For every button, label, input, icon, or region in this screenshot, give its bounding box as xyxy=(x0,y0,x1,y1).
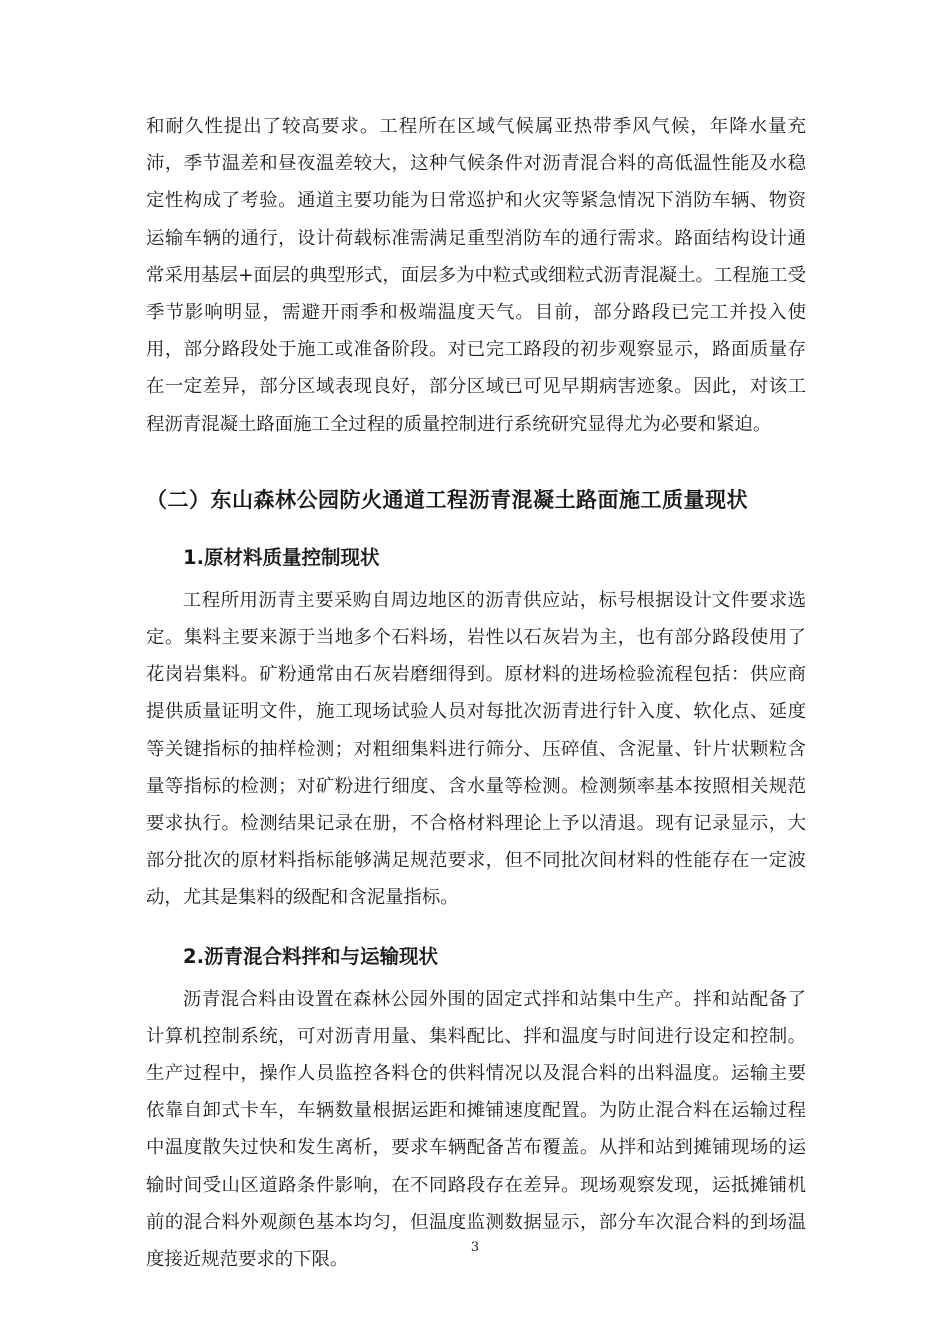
subsection-heading-mixing-transport: 2.沥青混合料拌和与运输现状 xyxy=(183,944,438,968)
section-heading: （二）东山森林公园防火通道工程沥青混凝土路面施工质量现状 xyxy=(146,487,748,512)
page-content xyxy=(146,108,806,1278)
mixing-transport-paragraph: 沥青混合料由设置在森林公园外围的固定式拌和站集中生产。拌和站配备了计算机控制系统，可对沥青用量、集料配比、拌和温度与时间进行设定和控制。生产过程中，操作人员监控各料仓的供料情况以及混合料的出料温度。运输主要依靠自卸式卡车，车辆数量根据运距和摊铺速度配置。为防止混合料在运输过程中温度散失过快和发生离析，要求车辆配备苫布覆盖。从拌和站到摊铺现场的运输时间受山区道路条件影响，在不同路段存在差异。现场观察发现，运抵摊铺机前的混合料外观颜色基本均匀，但温度监测数据显示，部分车次混合料的到场温度接近规范要求的下限。 xyxy=(146,988,806,1271)
intro-paragraph: 和耐久性提出了较高要求。工程所在区域气候属亚热带季风气候，年降水量充沛，季节温差和昼夜温差较大，这种气候条件对沥青混合料的高低温性能及水稳定性构成了考验。通道主要功能为日常巡护和火灾等紧急情况下消防车辆、物资运输车辆的通行，设计荷载标准需满足重型消防车的通行需求。路面结构设计通常采用基层+面层的典型形式，面层多为中粒式或细粒式沥青混凝土。工程施工受季节影响明显，需避开雨季和极端温度天气。目前，部分路段已完工并投入使用，部分路段处于施工或准备阶段。对已完工路段的初步观察显示，路面质量存在一定差异，部分区域表现良好，部分区域已可见早期病害迹象。因此，对该工程沥青混凝土路面施工全过程的质量控制进行系统研究显得尤为必要和紧迫。 xyxy=(146,116,806,435)
subsection-heading-raw-materials: 1.原材料质量控制现状 xyxy=(183,545,380,569)
raw-materials-paragraph: 工程所用沥青主要采购自周边地区的沥青供应站，标号根据设计文件要求选定。集料主要来源于当地多个石料场，岩性以石灰岩为主，也有部分路段使用了花岗岩集料。矿粉通常由石灰岩磨细得到。原材料的进场检验流程包括：供应商提供质量证明文件，施工现场试验人员对每批次沥青进行针入度、软化点、延度等关键指标的抽样检测；对粗细集料进行筛分、压碎值、含泥量、针片状颗粒含量等指标的检测；对矿粉进行细度、含水量等检测。检测频率基本按照相关规范要求执行。检测结果记录在册，不合格材料理论上予以清退。现有记录显示，大部分批次的原材料指标能够满足规范要求，但不同批次间材料的性能存在一定波动，尤其是集料的级配和含泥量指标。 xyxy=(146,589,806,909)
page-number: 3 xyxy=(470,1240,480,1255)
